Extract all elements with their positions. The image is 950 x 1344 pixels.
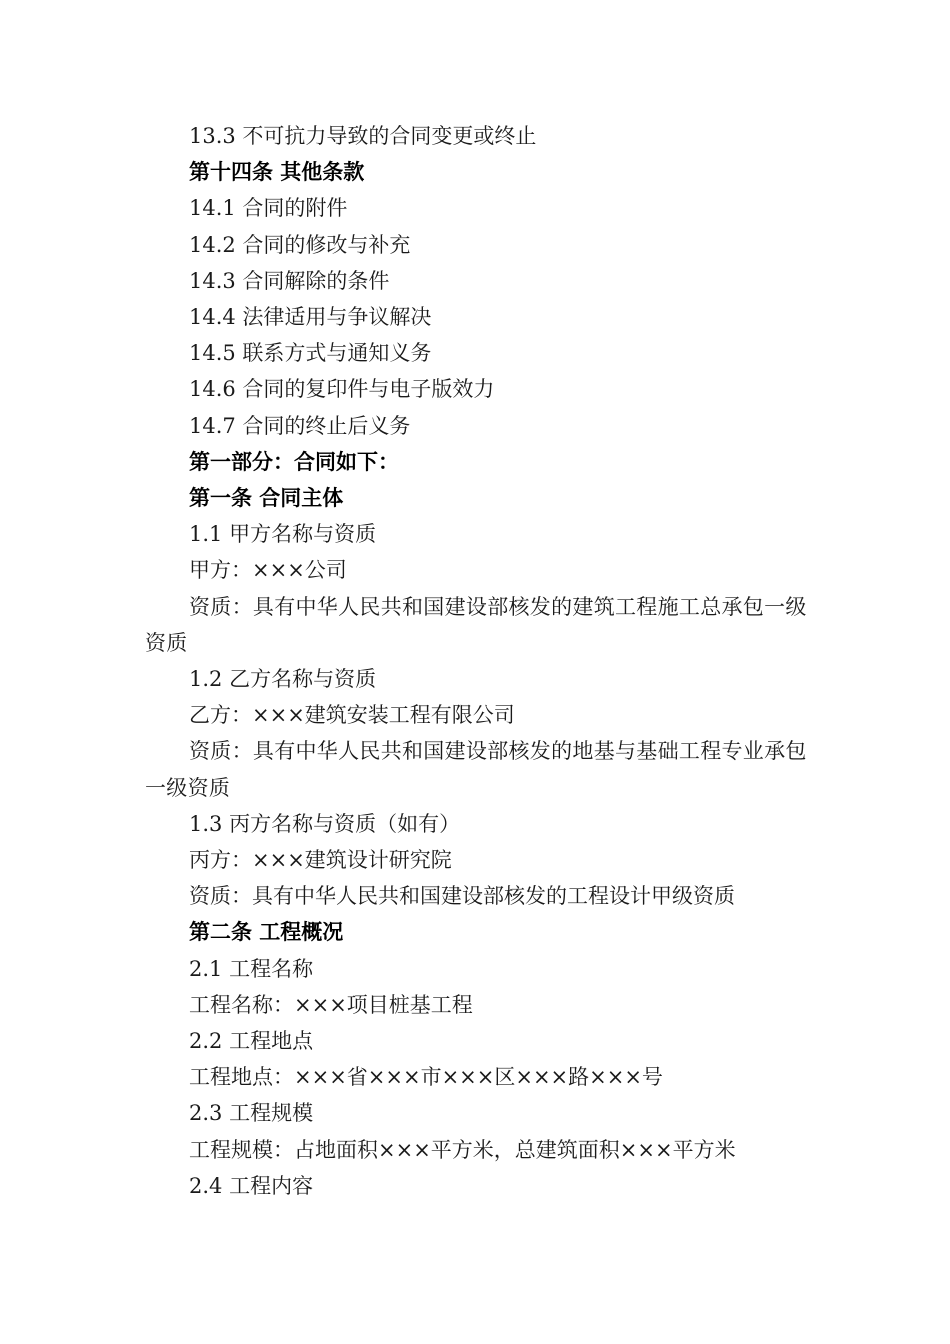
clause-2-2: 2.2 工程地点	[189, 1029, 314, 1054]
clause-14-3: 14.3 合同解除的条件	[189, 268, 390, 293]
article-14-heading: 第十四条 其他条款	[189, 160, 365, 185]
document-body	[145, 118, 810, 1204]
project-name: 工程名称：×××项目桩基工程	[189, 992, 473, 1017]
clause-14-5: 14.5 联系方式与通知义务	[189, 341, 432, 366]
clause-1-3: 1.3 丙方名称与资质（如有）	[189, 811, 461, 836]
party-b-name: 乙方：×××建筑安装工程有限公司	[189, 703, 515, 728]
party-c-name: 丙方：×××建筑设计研究院	[189, 848, 452, 873]
party-a-name: 甲方：×××公司	[189, 558, 347, 583]
clause-1-1: 1.1 甲方名称与资质	[189, 522, 377, 547]
clause-2-1: 2.1 工程名称	[189, 956, 314, 981]
clause-2-4: 2.4 工程内容	[189, 1173, 314, 1198]
party-b-qualification: 资质：具有中华人民共和国建设部核发的地基与基础工程专业承包一级资质	[145, 739, 807, 800]
project-scale: 工程规模：占地面积×××平方米，总建筑面积×××平方米	[189, 1137, 736, 1162]
clause-13-3: 13.3 不可抗力导致的合同变更或终止	[189, 124, 537, 148]
clause-14-1: 14.1 合同的附件	[189, 196, 348, 221]
clause-14-6: 14.6 合同的复印件与电子版效力	[189, 377, 495, 402]
party-c-qualification: 资质：具有中华人民共和国建设部核发的工程设计甲级资质	[189, 884, 735, 909]
project-location: 工程地点：×××省×××市×××区×××路×××号	[189, 1065, 663, 1090]
clause-14-7: 14.7 合同的终止后义务	[189, 413, 411, 438]
article-1-heading: 第一条 合同主体	[189, 486, 344, 511]
clause-14-4: 14.4 法律适用与争议解决	[189, 305, 432, 330]
party-a-qualification: 资质：具有中华人民共和国建设部核发的建筑工程施工总承包一级资质	[145, 594, 807, 655]
part-one-heading: 第一部分：合同如下：	[189, 449, 399, 474]
article-2-heading: 第二条 工程概况	[189, 920, 344, 945]
clause-1-2: 1.2 乙方名称与资质	[189, 667, 377, 692]
clause-2-3: 2.3 工程规模	[189, 1101, 314, 1126]
clause-14-2: 14.2 合同的修改与补充	[189, 232, 411, 257]
